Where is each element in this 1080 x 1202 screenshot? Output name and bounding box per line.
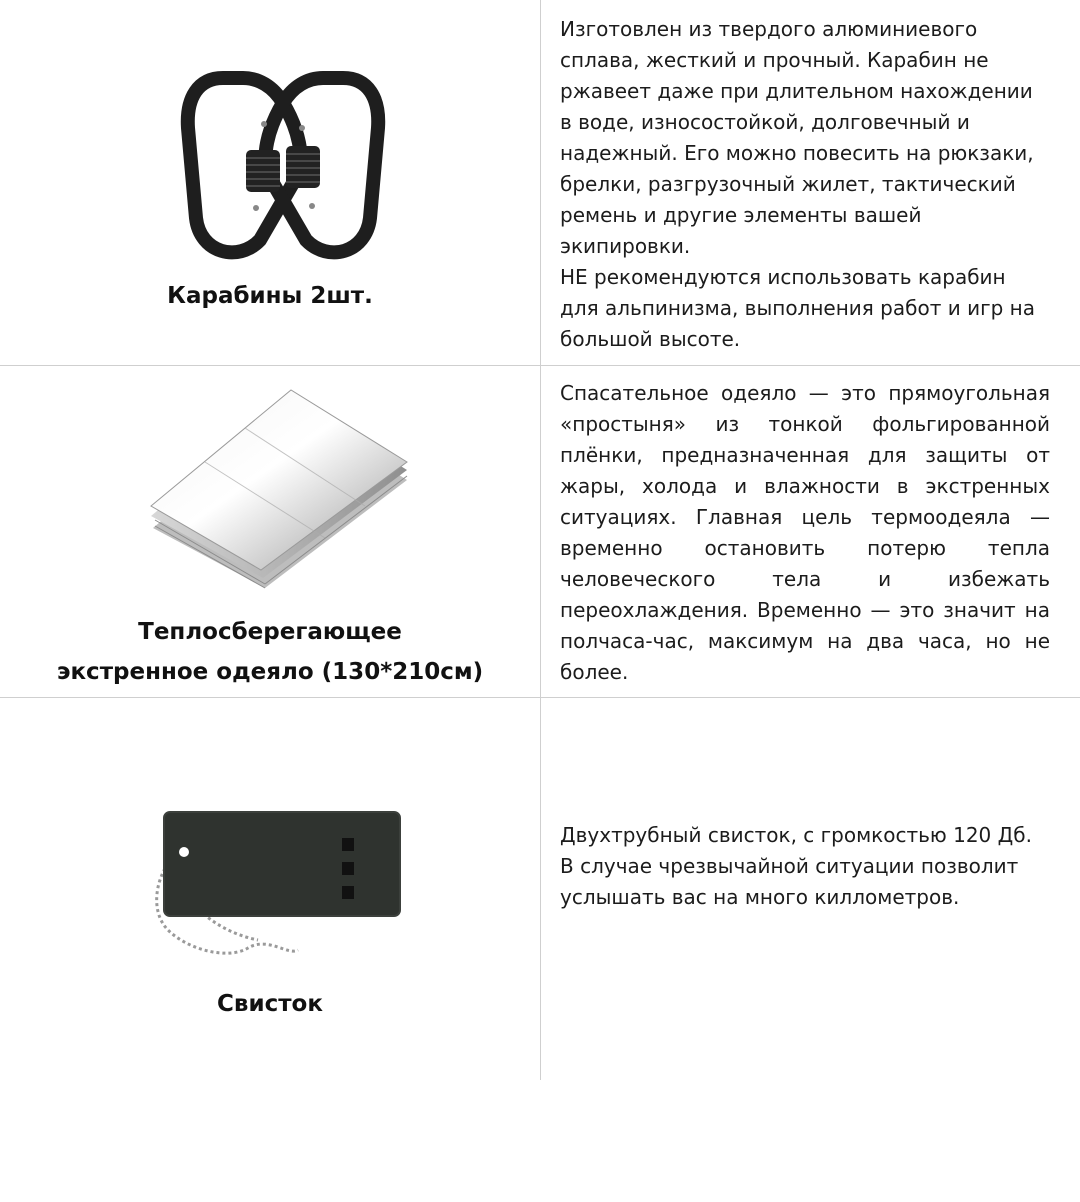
description-paragraph: Двухтрубный свисток, с громкостью 120 Дб. В случае чрезвычайной ситуации позволит услышать вас на много киллометров. [560, 823, 1032, 909]
item-caption: Свисток [217, 991, 323, 1017]
item-image-cell [0, 0, 540, 366]
caption-line: Теплосберегающее [138, 619, 402, 645]
item-description [560, 820, 1050, 1202]
item-thermal-blanket [0, 366, 1080, 698]
thermal-blanket-icon [145, 388, 415, 598]
item-caption: Карабины 2шт. [167, 283, 373, 309]
item-caption [0, 612, 540, 692]
description-paragraph: Спасательное одеяло — это прямоугольная «простыня» из тонкой фольгированной плёнки, предназначенная для защиты от жары, холода и влажности в экстренных ситуациях. Главная цель термоодеяла — временно остановить потерю тепла человеческого тела и избежать переохлаждения. Временно — это значит на полчаса-час, максимум на два часа, но не более. [560, 381, 1050, 684]
caption-line: экстренное одеяло (130*210см) [56, 659, 484, 685]
item-description [560, 14, 1050, 380]
item-whistle [0, 698, 1080, 1080]
description-paragraph: Изготовлен из твердого алюминиевого сплава, жесткий и прочный. Карабин не ржавеет даже при длительном нахождении в воде, износостойкой, долговечный и надежный. Его можно повесить на рюкзаки, брелки, разгрузочный жилет, тактический ремень и другие элементы вашей экипировки. [560, 17, 1034, 258]
item-carabiners [0, 0, 1080, 366]
item-image-cell [0, 698, 540, 1080]
item-image-cell [0, 366, 540, 698]
whistle-icon [148, 810, 410, 980]
item-description [560, 378, 1050, 710]
carabiner-icon [178, 68, 388, 268]
description-paragraph: НЕ рекомендуются использовать карабин для альпинизма, выполнения работ и игр на большой высоте. [560, 265, 1035, 351]
